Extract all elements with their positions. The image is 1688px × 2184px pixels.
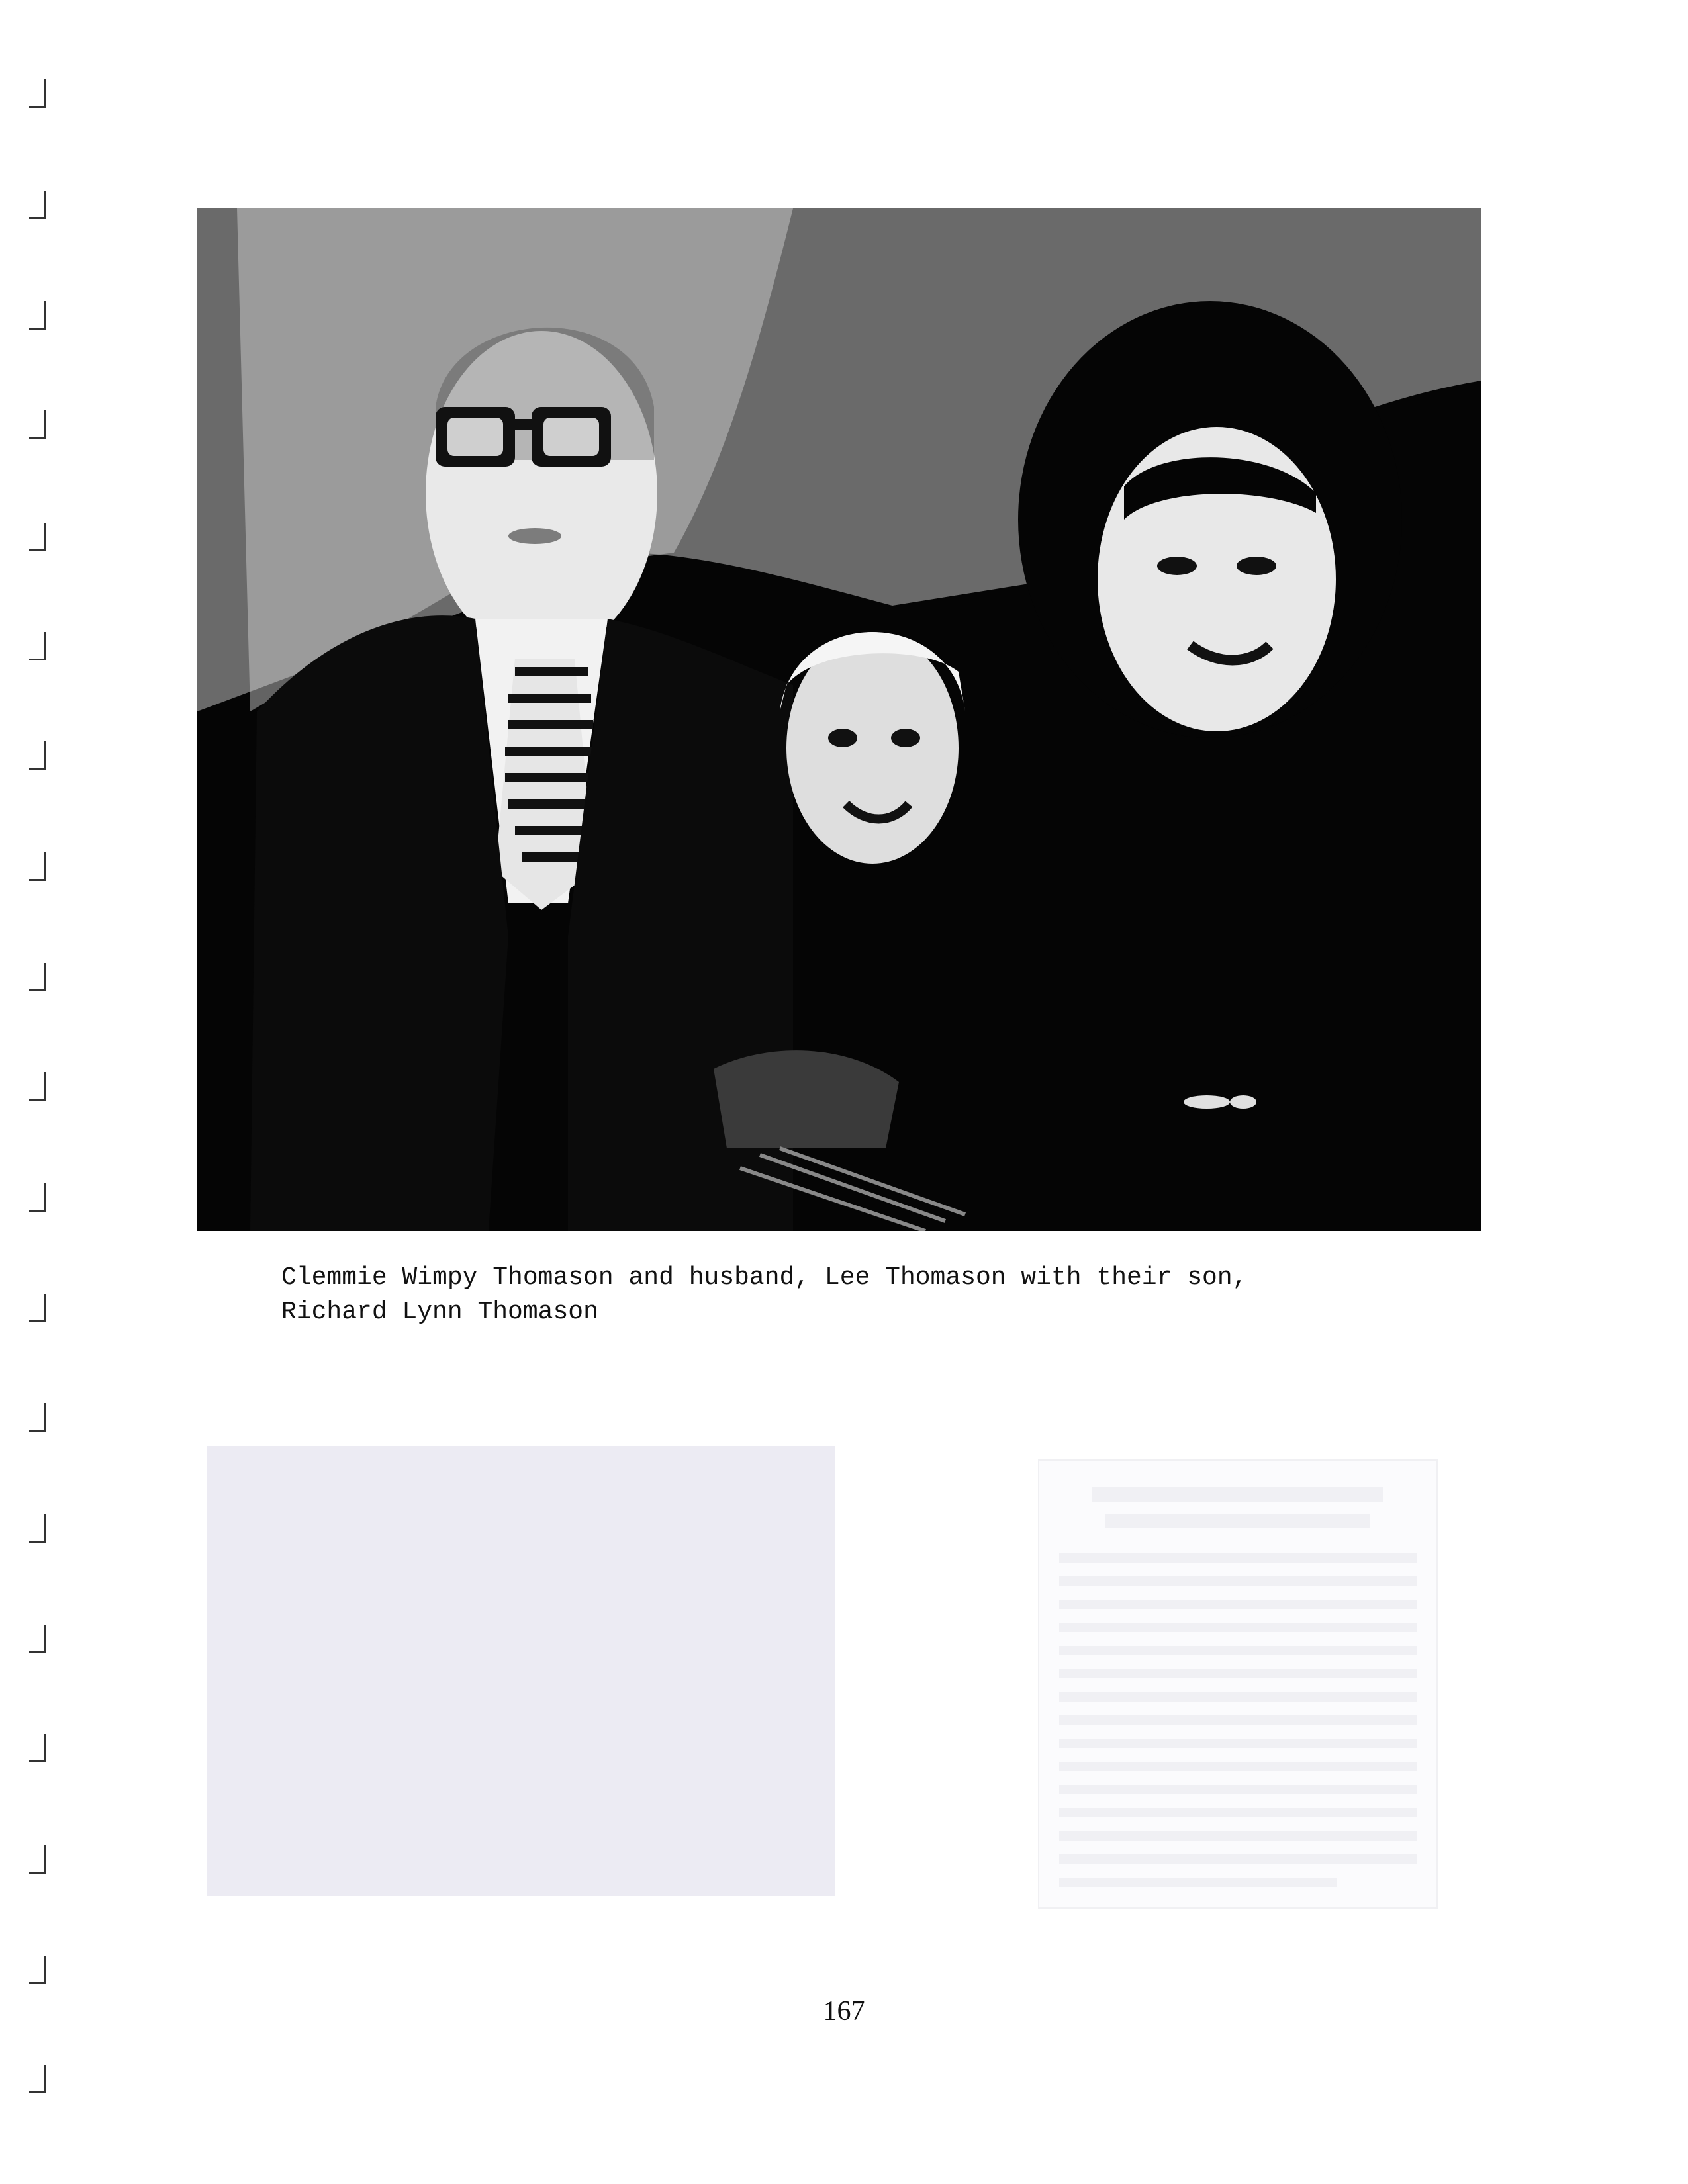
caption-line-2: Richard Lynn Thomason	[281, 1298, 598, 1326]
page-number: 167	[823, 1996, 865, 2026]
faded-bleedthrough-clipping	[1038, 1459, 1438, 1909]
family-portrait-photo	[197, 208, 1481, 1231]
caption-line-1: Clemmie Wimpy Thomason and husband, Lee Thomason with their son,	[281, 1263, 1248, 1292]
binder-margin-marks	[0, 0, 53, 2184]
photo-caption	[281, 1261, 1473, 1330]
faded-bleedthrough-photo	[207, 1446, 835, 1896]
portrait-image	[197, 208, 1481, 1231]
